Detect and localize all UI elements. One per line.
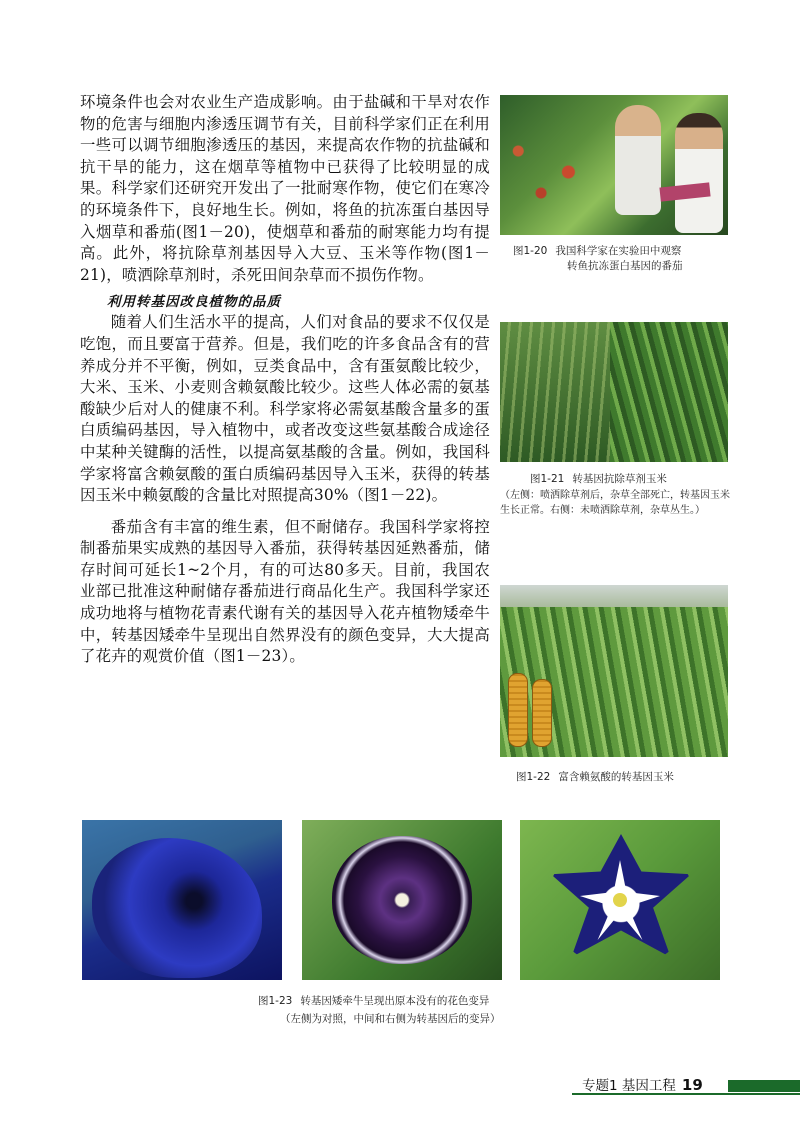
scientist-figure xyxy=(615,105,661,215)
figure-1-21-caption xyxy=(530,472,730,487)
petunia-flower xyxy=(332,836,472,964)
paragraph-3: 番茄含有丰富的维生素，但不耐储存。我国科学家将控制番茄果实成熟的基因导入番茄，获得转基因延熟番茄，储存时间可延长1~2个月，有的可达80多天。目前，我国农业部已批准这种耐储存番茄进行商品化生产。我国科学家还成功地将与植物花青素代谢有关的基因导入花卉植物矮牵牛中，转基因矮牵牛呈现出自然界没有的颜色变异，大大提高了花卉的观赏价值（图1－23）。 xyxy=(80,517,490,666)
figure-1-23-variant-petunia-middle xyxy=(302,820,502,980)
petunia-flower xyxy=(92,838,262,978)
figure-number: 图1-21 xyxy=(530,473,565,485)
figure-number: 图1-20 xyxy=(513,245,548,257)
caption-title: 富含赖氨酸的转基因玉米 xyxy=(558,771,674,783)
corn-ear xyxy=(508,673,528,747)
figure-1-21-photo xyxy=(500,322,728,462)
main-text-column xyxy=(80,92,490,668)
figure-1-23-variant-petunia-right xyxy=(520,820,720,980)
figure-1-23-note: （左侧为对照，中间和右侧为转基因后的变异） xyxy=(280,1013,501,1025)
caption-line: 转鱼抗冻蛋白基因的番茄 xyxy=(567,260,683,272)
sprayed-field xyxy=(500,322,610,462)
flower-center xyxy=(613,893,627,907)
footer-bar xyxy=(728,1080,800,1092)
section-subheading: 利用转基因改良植物的品质 xyxy=(107,294,281,311)
paragraph-1: 环境条件也会对农业生产造成影响。由于盐碱和干旱对农作物的危害与细胞内渗透压调节有关，目前科学家们正在利用一些可以调节细胞渗透压的基因，来提高农作物的抗盐碱和抗干旱的能力，这在烟草等植物中已获得了比较明显的成果。科学家们还研究开发出了一批耐寒作物，使它们在寒冷的环境条件下，良好地生长。例如，将鱼的抗冻蛋白基因导入烟草和番茄(图1－20)，使烟草和番茄的耐寒能力均有提高。此外，将抗除草剂基因导入大豆、玉米等作物(图1－21)，喷洒除草剂时，杀死田间杂草而不损伤作物。 xyxy=(80,93,490,284)
corn-ear xyxy=(532,679,552,747)
figure-1-22-photo xyxy=(500,585,728,757)
figure-1-20-caption xyxy=(513,244,733,274)
figure-1-21-note: （左侧：喷洒除草剂后，杂草全部死亡，转基因玉米生长正常。右侧：未喷洒除草剂，杂草丛生。） xyxy=(500,490,730,516)
scientist-figure xyxy=(675,113,723,233)
caption-line: 我国科学家在实验田中观察 xyxy=(555,245,682,257)
chapter-label: 专题1 基因工程 xyxy=(582,1078,676,1094)
figure-1-20-photo xyxy=(500,95,728,235)
paragraph-2: 随着人们生活水平的提高，人们对食品的要求不仅仅是吃饱，而且要富于营养。但是，我们吃的许多食品含有的营养成分并不平衡，例如，豆类食品中，含有蛋氨酸比较少，大米、玉米、小麦则含赖氨酸比较少。这些人体必需的氨基酸缺少后对人的健康不利。科学家将必需氨基酸含量多的蛋白质编码基因，导入植物中，或者改变这些氨基酸合成途径中某种关键酶的活性，以提高氨基酸的含量。例如，我国科学家将富含赖氨酸的蛋白质编码基因导入玉米，获得的转基因玉米中赖氨酸的含量比对照提高30%（图1－22)。 xyxy=(80,313,490,505)
caption-title: 转基因矮牵牛呈现出原本没有的花色变异 xyxy=(300,995,490,1007)
page-number: 19 xyxy=(681,1076,703,1094)
figure-1-23-control-petunia xyxy=(82,820,282,980)
caption-title: 转基因抗除草剂玉米 xyxy=(572,473,667,485)
sky xyxy=(500,585,728,607)
figure-number: 图1-23 xyxy=(258,995,293,1007)
figure-number: 图1-22 xyxy=(516,771,551,783)
page-footer xyxy=(582,1074,703,1094)
figure-1-22-caption xyxy=(516,770,736,785)
figure-1-23-caption xyxy=(258,994,588,1009)
